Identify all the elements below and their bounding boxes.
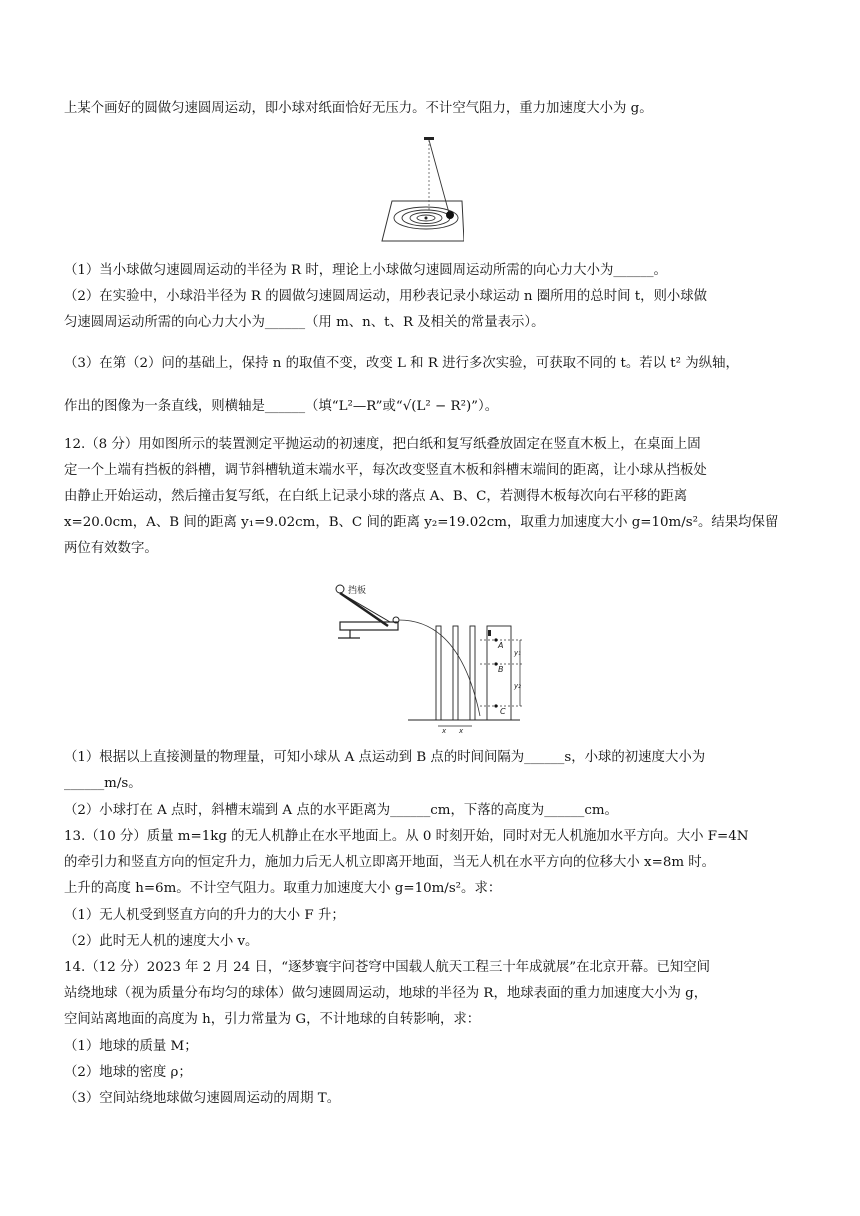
label-y2: y₂ (514, 682, 521, 690)
text-line: （1）根据以上直接测量的物理量，可知小球从 A 点运动到 B 点的时间间隔为______s，小球的初速度大小为 (64, 750, 706, 765)
text-line: 匀速圆周运动所需的向心力大小为______（用 m、n、t、R 及相关的常量表示）。 (64, 315, 545, 330)
conical-pendulum-svg (380, 135, 464, 247)
label-x: x (459, 727, 464, 735)
text-line: 两位有效数字。 (64, 541, 158, 556)
text-line: 13.（10 分）质量 m=1kg 的无人机静止在水平地面上。从 0 时刻开始，同时对无人机施加水平方向。大小 F=4N (64, 829, 749, 844)
baffle-label: 挡板 (348, 586, 367, 596)
text-line: （2）在实验中，小球沿半径为 R 的圆做匀速圆周运动，用秒表记录小球运动 n 圈所用的总时间 t，则小球做 (64, 289, 708, 304)
suspension-point (424, 137, 434, 140)
text-line: （1）无人机受到竖直方向的升力的大小 F 升； (64, 908, 345, 923)
clip (488, 630, 491, 636)
center-dot (425, 217, 428, 220)
board (470, 626, 475, 720)
text-line: 定一个上端有挡板的斜槽，调节斜槽轨道末端水平，每次改变竖直木板和斜槽末端间的距离，让小球从挡板处 (64, 463, 707, 478)
text-line: （3）在第（2）问的基础上，保持 n 的取值不变，改变 L 和 R 进行多次实验，可获取不同的 t。若以 t² 为纵轴， (64, 356, 739, 371)
point-c-mark (494, 704, 497, 707)
text-line: ______m/s。 (64, 776, 142, 791)
text-line: （3）空间站绕地球做匀速圆周运动的周期 T。 (64, 1091, 341, 1106)
text-line: x=20.0cm，A、B 间的距离 y₁=9.02cm，B、C 间的距离 y₂=19.02cm，取重力加速度大小 g=10m/s²。结果均保留 (64, 515, 779, 530)
label-c: C (500, 707, 506, 716)
board (453, 626, 458, 720)
text-line: （2）地球的密度 ρ； (64, 1065, 192, 1080)
text-line: （1）地球的质量 M； (64, 1039, 198, 1054)
text-line: （2）此时无人机的速度大小 v。 (64, 934, 259, 949)
text-line: 由静止开始运动，然后撞击复写纸，在白纸上记录小球的落点 A、B、C，若测得木板每次向右平移的距离 (64, 489, 688, 504)
ball-on-baffle (336, 585, 344, 593)
ball (446, 211, 454, 219)
figure-conical-pendulum (380, 135, 464, 247)
label-x: x (442, 727, 447, 735)
text-line: 上升的高度 h=6m。不计空气阻力。取重力加速度大小 g=10m/s²。求： (64, 881, 502, 896)
trajectory (399, 620, 480, 716)
figure-projectile-apparatus (330, 580, 530, 735)
label-a: A (498, 641, 504, 650)
text-line: 12.（8 分）用如图所示的装置测定平抛运动的初速度，把白纸和复写纸叠放固定在竖直木板上，在桌面上固 (64, 437, 701, 452)
text-line: 站绕地球（视为质量分布均匀的球体）做匀速圆周运动，地球的半径为 R，地球表面的重力加速度大小为 g， (64, 986, 708, 1001)
text-line: 上某个画好的圆做匀速圆周运动，即小球对纸面恰好无压力。不计空气阻力，重力加速度大小为 g。 (64, 101, 653, 116)
label-b: B (498, 665, 504, 674)
text-line: 作出的图像为一条直线，则横轴是______（填“L²—R”或“√(L² − R²)”）。 (64, 399, 499, 414)
text-line: 空间站离地面的高度为 h，引力常量为 G，不计地球的自转影响，求： (64, 1012, 481, 1027)
label-y1: y₁ (514, 649, 521, 657)
apparatus-svg (330, 580, 530, 735)
board (436, 626, 441, 720)
table-top (340, 622, 398, 630)
text-line: 14.（12 分）2023 年 2 月 24 日，“逐梦寰宇问苍穹中国载人航天工程三十年成就展”在北京开幕。已知空间 (64, 960, 711, 975)
text-line: （1）当小球做匀速圆周运动的半径为 R 时，理论上小球做匀速圆周运动所需的向心力大小为______。 (64, 263, 667, 278)
chute (340, 593, 388, 626)
text-line: 的牵引力和竖直方向的恒定升力，施加力后无人机立即离开地面，当无人机在水平方向的位移大小 x=8m 时。 (64, 855, 716, 870)
text-line: （2）小球打在 A 点时，斜槽末端到 A 点的水平距离为______cm，下落的高度为______cm。 (64, 803, 618, 818)
string (429, 140, 449, 213)
chute-edge (344, 595, 390, 622)
